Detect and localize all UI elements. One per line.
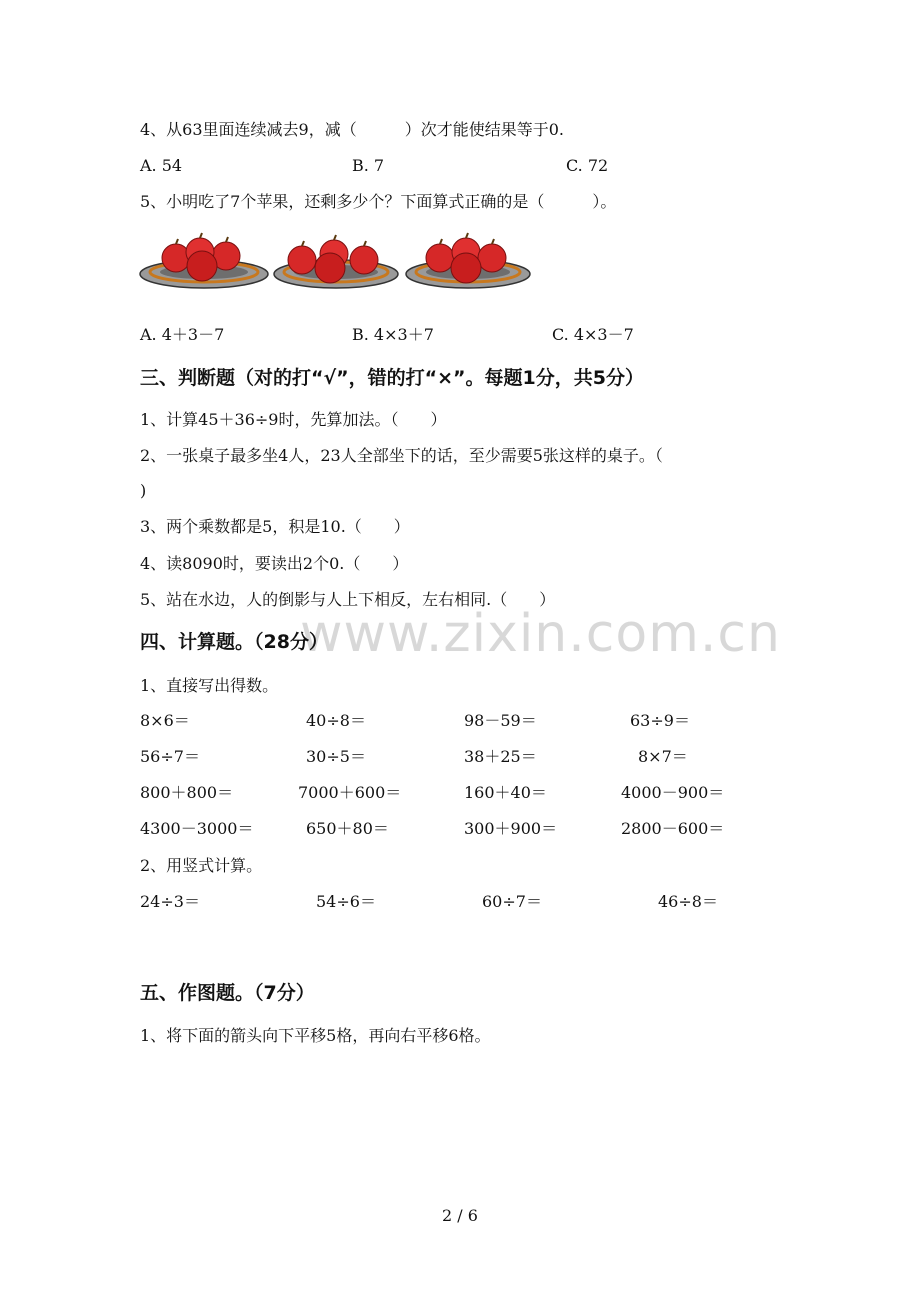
q5-option-b: B. 4×3＋7	[352, 325, 434, 344]
vertical-calc: 54÷6＝	[316, 892, 376, 911]
apple-icon	[187, 251, 217, 281]
calc-cell: 300＋900＝	[464, 819, 558, 838]
s3-item-1: 1、计算45＋36÷9时，先算加法。（ ）	[140, 410, 447, 429]
s4-sub1: 1、直接写出得数。	[140, 676, 279, 695]
s3-item-2: 2、一张桌子最多坐4人，23人全部坐下的话，至少需要5张这样的桌子。（	[140, 446, 663, 465]
calc-cell: 650＋80＝	[306, 819, 389, 838]
calc-cell: 40÷8＝	[306, 711, 366, 730]
watermark: www.zixin.com.cn	[300, 604, 781, 664]
calc-cell: 8×6＝	[140, 711, 190, 730]
calc-cell: 4000－900＝	[621, 783, 725, 802]
apple-icon	[288, 246, 316, 274]
calc-cell: 160＋40＝	[464, 783, 547, 802]
q4-option-b: B. 7	[352, 156, 385, 175]
q5-option-c: C. 4×3－7	[552, 325, 634, 344]
plate-1	[140, 233, 268, 288]
s5-item-1: 1、将下面的箭头向下平移5格，再向右平移6格。	[140, 1026, 491, 1045]
q5-option-a: A. 4＋3－7	[140, 325, 225, 344]
s3-item-2-cont: )	[140, 481, 147, 500]
s3-item-4: 4、读8090时，要读出2个0.（ ）	[140, 554, 409, 573]
s3-item-3: 3、两个乘数都是5，积是10.（ ）	[140, 517, 410, 536]
apple-plates-illustration	[138, 232, 538, 296]
apple-icon	[478, 244, 506, 272]
vertical-calc: 46÷8＝	[658, 892, 718, 911]
calc-cell: 4300－3000＝	[140, 819, 254, 838]
apple-icon	[162, 244, 190, 272]
apple-icon	[426, 244, 454, 272]
apple-icon	[315, 253, 345, 283]
page-number: 2 / 6	[442, 1206, 478, 1225]
q4-stem: 4、从63里面连续减去9，减（ ）次才能使结果等于0.	[140, 120, 564, 139]
calc-cell: 30÷5＝	[306, 747, 366, 766]
s4-sub2: 2、用竖式计算。	[140, 856, 263, 875]
calc-cell: 2800－600＝	[621, 819, 725, 838]
q4-option-c: C. 72	[566, 156, 609, 175]
calc-cell: 63÷9＝	[630, 711, 690, 730]
apple-icon	[350, 246, 378, 274]
calc-cell: 7000＋600＝	[298, 783, 402, 802]
calc-cell: 98－59＝	[464, 711, 537, 730]
apple-icon	[451, 253, 481, 283]
vertical-calc: 24÷3＝	[140, 892, 200, 911]
calc-cell: 8×7＝	[638, 747, 688, 766]
plate-3	[406, 233, 530, 288]
section5-title: 五、作图题。（7分）	[140, 982, 315, 1004]
s3-item-5: 5、站在水边，人的倒影与人上下相反，左右相同.（ ）	[140, 590, 556, 609]
plate-2	[274, 235, 398, 288]
vertical-calc: 60÷7＝	[482, 892, 542, 911]
calc-cell: 56÷7＝	[140, 747, 200, 766]
q5-stem: 5、小明吃了7个苹果，还剩多少个？下面算式正确的是（ ）。	[140, 192, 617, 211]
q4-option-a: A. 54	[140, 156, 183, 175]
calc-cell: 38＋25＝	[464, 747, 537, 766]
section4-title: 四、计算题。（28分）	[140, 631, 328, 653]
calc-cell: 800＋800＝	[140, 783, 234, 802]
section3-title: 三、判断题（对的打“√”，错的打“×”。每题1分，共5分）	[140, 367, 644, 389]
